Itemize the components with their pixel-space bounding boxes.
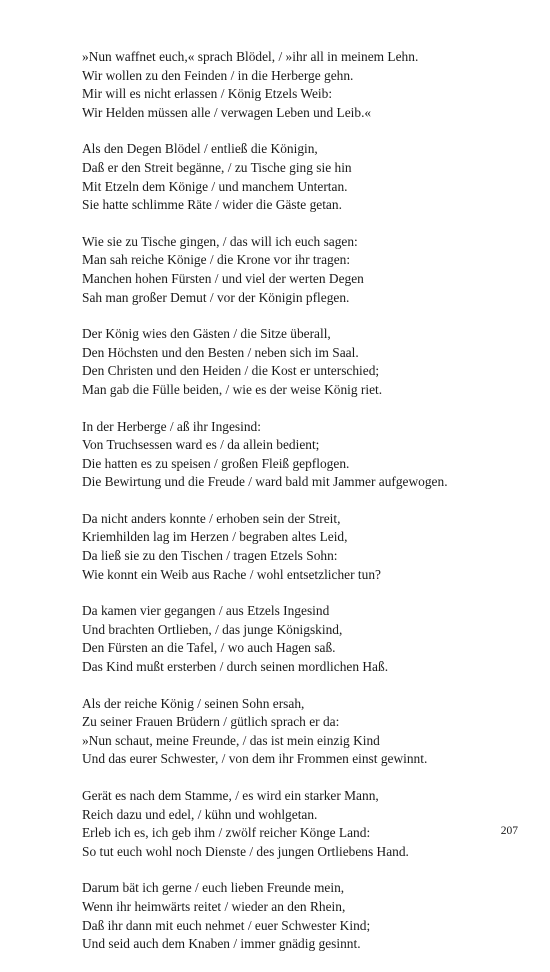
verse-line: Manchen hohen Fürsten / und viel der werten Degen [82, 270, 364, 286]
verse-line: Da kamen vier gegangen / aus Etzels Ingesind [82, 603, 330, 619]
stanza [82, 418, 522, 492]
verse-line: Man gab die Fülle beiden, / wie es der weise König riet. [82, 381, 383, 397]
verse-line: So tut euch wohl noch Dienste / des jungen Ortliebens Hand. [82, 843, 409, 859]
verse-line: Die Bewirtung und die Freude / ward bald mit Jammer aufgewogen. [82, 474, 448, 490]
stanza [82, 787, 522, 861]
verse-line: Zu seiner Frauen Brüdern / gütlich sprach er da: [82, 714, 340, 730]
page-number: 207 [500, 825, 518, 837]
stanza [82, 48, 522, 122]
verse-line: Das Kind mußt ersterben / durch seinen mordlichen Haß. [82, 659, 389, 675]
verse-line: Darum bät ich gerne / euch lieben Freunde mein, [82, 880, 345, 896]
verse-line: Sie hatte schlimme Räte / wider die Gäste getan. [82, 197, 342, 213]
stanza [82, 140, 522, 214]
verse-line: Und brachten Ortlieben, / das junge Königskind, [82, 621, 343, 637]
verse-line: Man sah reiche Könige / die Krone vor ihr tragen: [82, 252, 351, 268]
verse-line: Daß ihr dann mit euch nehmet / euer Schwester Kind; [82, 917, 371, 933]
verse-line: Wenn ihr heimwärts reitet / wieder an den Rhein, [82, 898, 346, 914]
verse-line: Sah man großer Demut / vor der Königin pflegen. [82, 289, 350, 305]
verse-line: Von Truchsessen ward es / da allein bedient; [82, 437, 320, 453]
stanza [82, 510, 522, 584]
stanza [82, 602, 522, 676]
verse-line: Als der reiche König / seinen Sohn ersah, [82, 695, 305, 711]
verse-line: Mit Etzeln dem Könige / und manchem Untertan. [82, 178, 348, 194]
verse-line: Als den Degen Blödel / entließ die Königin, [82, 141, 318, 157]
verse-line: Den Christen und den Heiden / die Kost er unterschied; [82, 363, 380, 379]
verse-line: Den Fürsten an die Tafel, / wo auch Hagen saß. [82, 640, 336, 656]
verse-line: Und das eurer Schwester, / von dem ihr Frommen einst gewinnt. [82, 751, 428, 767]
verse-line: In der Herberge / aß ihr Ingesind: [82, 418, 261, 434]
stanza [82, 695, 522, 769]
verse-line: Da ließ sie zu den Tischen / tragen Etzels Sohn: [82, 548, 338, 564]
verse-line: Und seid auch dem Knaben / immer gnädig gesinnt. [82, 936, 361, 952]
verse-line: Der König wies den Gästen / die Sitze überall, [82, 326, 331, 342]
stanza [82, 233, 522, 307]
verse-line: Wie sie zu Tische gingen, / das will ich euch sagen: [82, 233, 358, 249]
verse-line: Wir Helden müssen alle / verwagen Leben und Leib.« [82, 104, 372, 120]
verse-line: Die hatten es zu speisen / großen Fleiß gepflogen. [82, 455, 350, 471]
stanza [82, 325, 522, 399]
verse-line: Erleb ich es, ich geb ihm / zwölf reicher Könge Land: [82, 825, 371, 841]
verse-line: »Nun waffnet euch,« sprach Blödel, / »ihr all in meinem Lehn. [82, 49, 419, 64]
verse-line: Mir will es nicht erlassen / König Etzels Weib: [82, 86, 333, 102]
stanza [82, 879, 522, 953]
poem-text [82, 48, 522, 972]
verse-line: Da nicht anders konnte / erhoben sein der Streit, [82, 510, 341, 526]
verse-line: Den Höchsten und den Besten / neben sich im Saal. [82, 344, 359, 360]
verse-line: Wir wollen zu den Feinden / in die Herberge gehn. [82, 67, 354, 83]
verse-line: Gerät es nach dem Stamme, / es wird ein starker Mann, [82, 788, 379, 803]
verse-line: Daß er den Streit begänne, / zu Tische ging sie hin [82, 159, 352, 175]
verse-line: Wie konnt ein Weib aus Rache / wohl entsetzlicher tun? [82, 566, 381, 582]
verse-line: Kriemhilden lag im Herzen / begraben altes Leid, [82, 529, 348, 545]
verse-line: »Nun schaut, meine Freunde, / das ist mein einzig Kind [82, 732, 380, 748]
verse-line: Reich dazu und edel, / kühn und wohlgetan. [82, 806, 318, 822]
